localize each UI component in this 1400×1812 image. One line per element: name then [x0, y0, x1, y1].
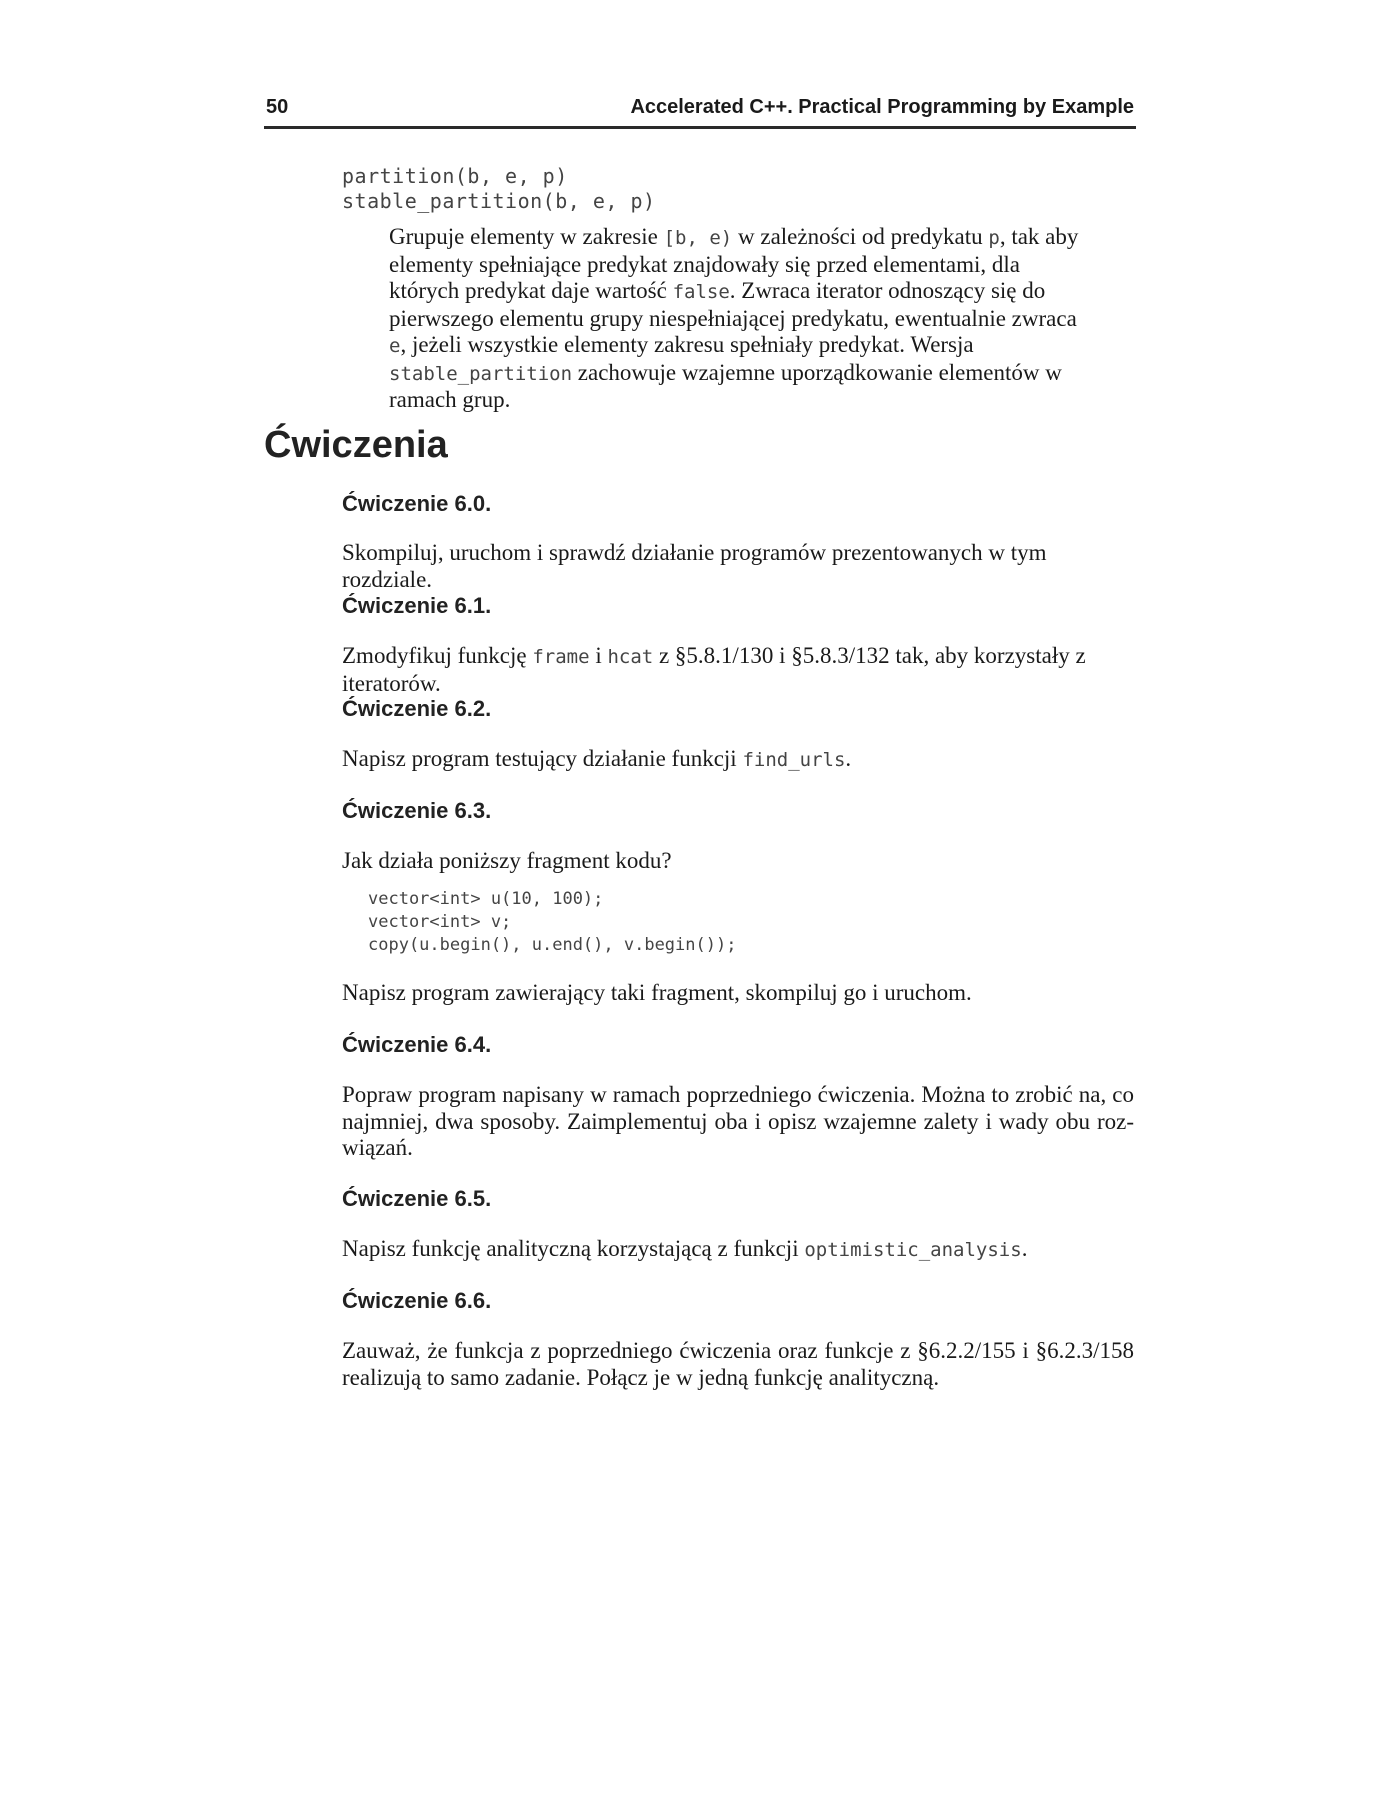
exercise-6-1-text: [342, 643, 1134, 697]
exercise-text: i: [589, 643, 608, 668]
exercise-text: Napisz funkcję analityczną korzystającą z funkcji: [342, 1236, 805, 1261]
exercise-6-2-title: Ćwiczenie 6.2.: [342, 696, 492, 721]
desc-code: e: [389, 335, 401, 357]
desc-text: zachowuje wzajemne uporządkowanie elementów w ramach grup.: [389, 359, 1062, 412]
inline-code: hcat: [607, 646, 654, 668]
function-description: [389, 224, 1089, 414]
desc-code: p: [988, 227, 1000, 249]
function-signature-stable-partition: stable_partition(b, e, p): [342, 189, 656, 213]
desc-code: stable_partition: [389, 362, 573, 385]
running-title: Accelerated C++. Practical Programming by Example: [630, 96, 1134, 118]
function-signature-partition: partition(b, e, p): [342, 164, 568, 188]
inline-code: optimistic_analysis: [804, 1239, 1022, 1261]
desc-text: Grupuje elementy w zakresie: [389, 224, 664, 249]
exercise-6-0-title: Ćwiczenie 6.0.: [342, 491, 492, 516]
exercise-text: z §5.8.1/130 i §5.8.3/132 tak, aby korzystały z iteratorów.: [342, 643, 1086, 696]
exercise-text: .: [845, 746, 852, 771]
inline-code: find_urls: [742, 749, 846, 771]
code-line: copy(u.begin(), u.end(), v.begin());: [368, 935, 737, 955]
exercise-6-3-title: Ćwiczenie 6.3.: [342, 798, 492, 823]
exercise-6-4-title: Ćwiczenie 6.4.: [342, 1032, 492, 1057]
exercise-6-1-title: Ćwiczenie 6.1.: [342, 593, 492, 618]
desc-text: . Zwraca iterator odnoszący się do pierwszego elementu grupy niespełniającej predykatu, ewentualnie zwraca: [389, 278, 1077, 331]
desc-text: w zależności od predykatu: [732, 224, 989, 249]
exercise-text: Napisz program testujący działanie funkcji: [342, 746, 743, 771]
desc-text: , jeżeli wszystkie elementy zakresu spełniały predykat. Wersja: [400, 332, 974, 357]
exercise-6-5-text: [342, 1236, 1134, 1264]
page-header: [264, 96, 1136, 129]
exercise-6-6-text: Zauważ, że funkcja z poprzedniego ćwiczenia oraz funkcje z §6.2.2/155 i §6.2.3/158 realizują to samo zadanie. Połącz je w jedną funkcję analityczną.: [342, 1338, 1134, 1390]
section-title: Ćwiczenia: [264, 424, 448, 466]
code-line: vector<int> v;: [368, 912, 512, 932]
exercise-text: .: [1021, 1236, 1028, 1261]
exercise-6-2-text: [342, 746, 1134, 774]
exercise-6-5-title: Ćwiczenie 6.5.: [342, 1186, 492, 1211]
exercise-6-6-title: Ćwiczenie 6.6.: [342, 1288, 492, 1313]
exercise-6-0-text: Skompiluj, uruchom i sprawdź działanie programów prezentowanych w tym rozdziale.: [342, 540, 1047, 592]
inline-code: frame: [532, 646, 590, 668]
code-line: vector<int> u(10, 100);: [368, 889, 604, 909]
exercise-6-3-instruction: Napisz program zawierający taki fragment, skompiluj go i uruchom.: [342, 980, 972, 1005]
desc-code: false: [672, 281, 730, 303]
desc-text: , tak aby elementy spełniające predykat znajdowały się przed elementami, dla których predykat daje wartość: [389, 224, 1079, 303]
exercise-6-3-question: Jak działa poniższy fragment kodu?: [342, 848, 672, 873]
exercise-text: Zmodyfikuj funkcję: [342, 643, 533, 668]
desc-code: [b, e): [663, 227, 733, 249]
exercise-6-4-text: Popraw program napisany w ramach poprzedniego ćwiczenia. Można to zrobić na, co najmniej, dwa sposoby. Zaimplementuj oba i opisz wzajemne zalety i wady obu roz-wiązań.: [342, 1082, 1134, 1160]
page-number: 50: [266, 96, 289, 118]
